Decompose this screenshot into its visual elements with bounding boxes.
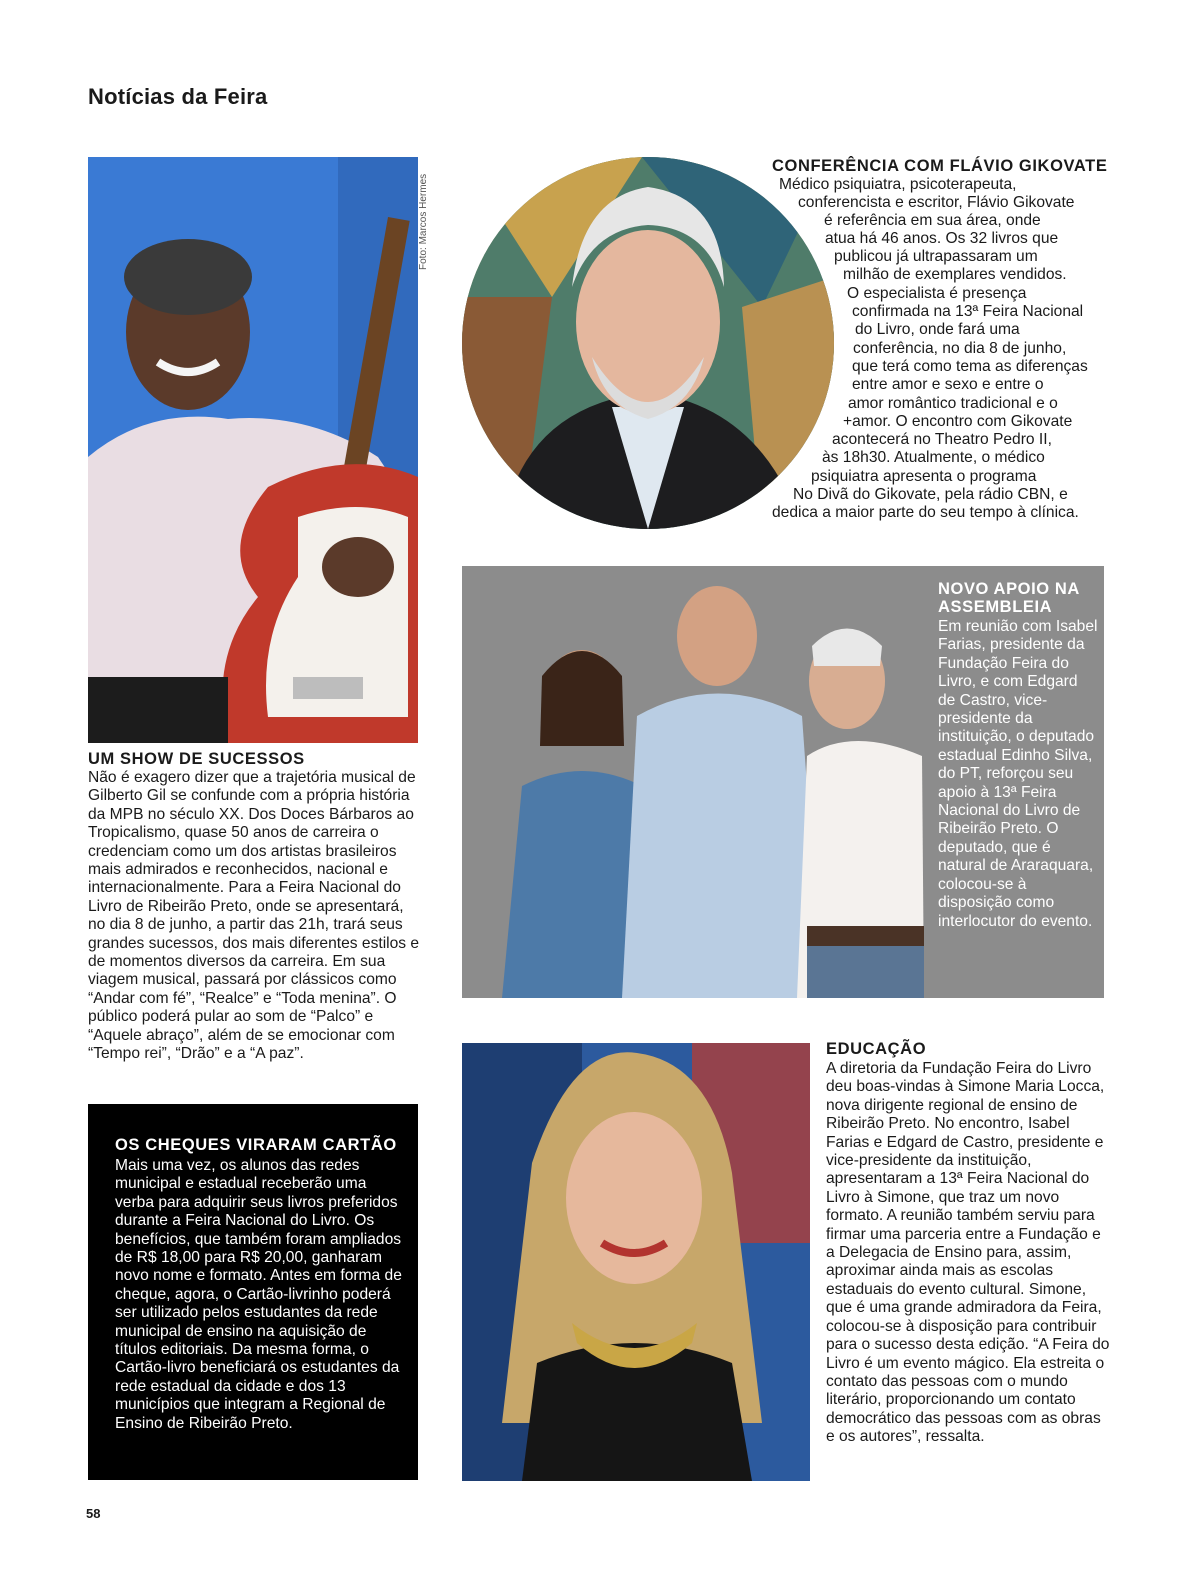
article-title: CONFERÊNCIA COM FLÁVIO GIKOVATE [772,157,1108,175]
flavio-gikovate-photo [462,157,834,529]
text-line: que terá como tema as diferenças [852,358,1088,375]
article-body: Em reunião com Isabel Farias, presidente da Fundação Feira do Livro, e com Edgard de Castro, vice-presidente da instituição, o deputado estadual Edinho Silva, do PT, reforçou seu apoio à 13ª Feira Nacional do Livro de Ribeirão Preto. O deputado, que é natural de Araraquara, colocou-se à disposição como interlocutor do evento. [938,618,1098,930]
text-line: atua há 46 anos. Os 32 livros que [825,230,1059,247]
article-gilberto-gil [88,750,424,1064]
text-line: entre amor e sexo e entre o [852,376,1044,393]
text-line: No Divã do Gikovate, pela rádio CBN, e [793,486,1068,503]
text-line: do Livro, onde fará uma [855,321,1020,338]
title-line: NOVO APOIO NA [938,580,1080,598]
text-line: conferência, no dia 8 de junho, [853,340,1067,357]
text-line: Médico psiquiatra, psicoterapeuta, [779,176,1017,193]
simone-locca-photo [462,1043,810,1481]
article-title: UM SHOW DE SUCESSOS [88,750,305,768]
text-line: psiquiatra apresenta o programa [811,468,1037,485]
article-title: EDUCAÇÃO [826,1040,927,1058]
photo-credit: Foto: Marcos Hermes [418,173,429,270]
text-line: O especialista é presença [847,285,1027,302]
page-number: 58 [86,1506,101,1521]
section-title: Notícias da Feira [88,84,268,109]
text-line: +amor. O encontro com Gikovate [843,413,1073,430]
text-line: acontecerá no Theatro Pedro II, [832,431,1052,448]
title-line: ASSEMBLEIA [938,598,1053,617]
article-body: Mais uma vez, os alunos das redes municipal e estadual receberão uma verba para adquirir seus livros preferidos durante a Feira Nacional do Livro. Os benefícios, que também foram ampliados de R$ 18,00 para R$ 20,00, ganharam novo nome e formato. Antes em forma de cheque, agora, o Cartão-livrinho poderá ser utilizado pelos estudantes da rede municipal de ensino na aquisição de títulos editoriais. Da mesma forma, o Cartão-livro beneficiará os estudantes da rede estadual da cidade e dos 13 municípios que integram a Regional de Ensino de Ribeirão Preto. [115,1157,402,1432]
text-line: publicou já ultrapassaram um [834,248,1038,265]
text-line: confirmada na 13ª Feira Nacional [852,303,1084,320]
text-line: conferencista e escritor, Flávio Gikovate [798,194,1075,211]
article-title: OS CHEQUES VIRARAM CARTÃO [115,1136,397,1154]
text-line: amor romântico tradicional e o [848,395,1058,412]
text-line: é referência em sua área, onde [824,212,1041,229]
gilberto-gil-photo [88,157,418,743]
article-body: Não é exagero dizer que a trajetória musical de Gilberto Gil se confunde com a própria história da MPB no século XX. Dos Doces Bárbaros ao Tropicalismo, quase 50 anos de carreira o credenciam como um dos artistas brasileiros mais admirados e reconhecidos, nacional e internacionalmente. Para a Feira Nacional do Livro de Ribeirão Preto, onde se apresentará, no dia 8 de junho, a partir das 21h, trará seus grandes sucessos, dos mais diferentes estilos e de momentos diversos da carreira. Em sua viagem musical, passará por clássicos como “Andar com fé”, “Realce” e “Toda menina”. O público poderá pular ao som de “Palco” e “Aquele abraço”, além de se emocionar com “Tempo rei”, “Drão” e a “A paz”. [88,769,420,1063]
article-title [938,580,1080,617]
text-line: milhão de exemplares vendidos. [843,266,1067,283]
text-line: às 18h30. Atualmente, o médico [822,449,1045,466]
text-line: dedica a maior parte do seu tempo à clínica. [772,504,1079,521]
article-body: A diretoria da Fundação Feira do Livro deu boas-vindas à Simone Maria Locca, nova dirigente regional de ensino de Ribeirão Preto. No encontro, Isabel Farias e Edgard de Castro, presidente e vice-presidente da instituição, apresentaram a 13ª Feira Nacional do Livro à Simone, que traz um novo formato. A reunião também serviu para firmar uma parceria entre a Fundação e a Delegacia de Ensino para, assim, aproximar ainda mais as escolas estaduais do evento cultural. Simone, que é uma grande admiradora da Feira, colocou-se à disposição para contribuir para o sucesso desta edição. “A Feira do Livro é um evento mágico. Ela estreita o contato das pessoas com o mundo literário, proporcionando um contato democrático das pessoas com as obras e os autores”, ressalta. [826,1060,1110,1446]
